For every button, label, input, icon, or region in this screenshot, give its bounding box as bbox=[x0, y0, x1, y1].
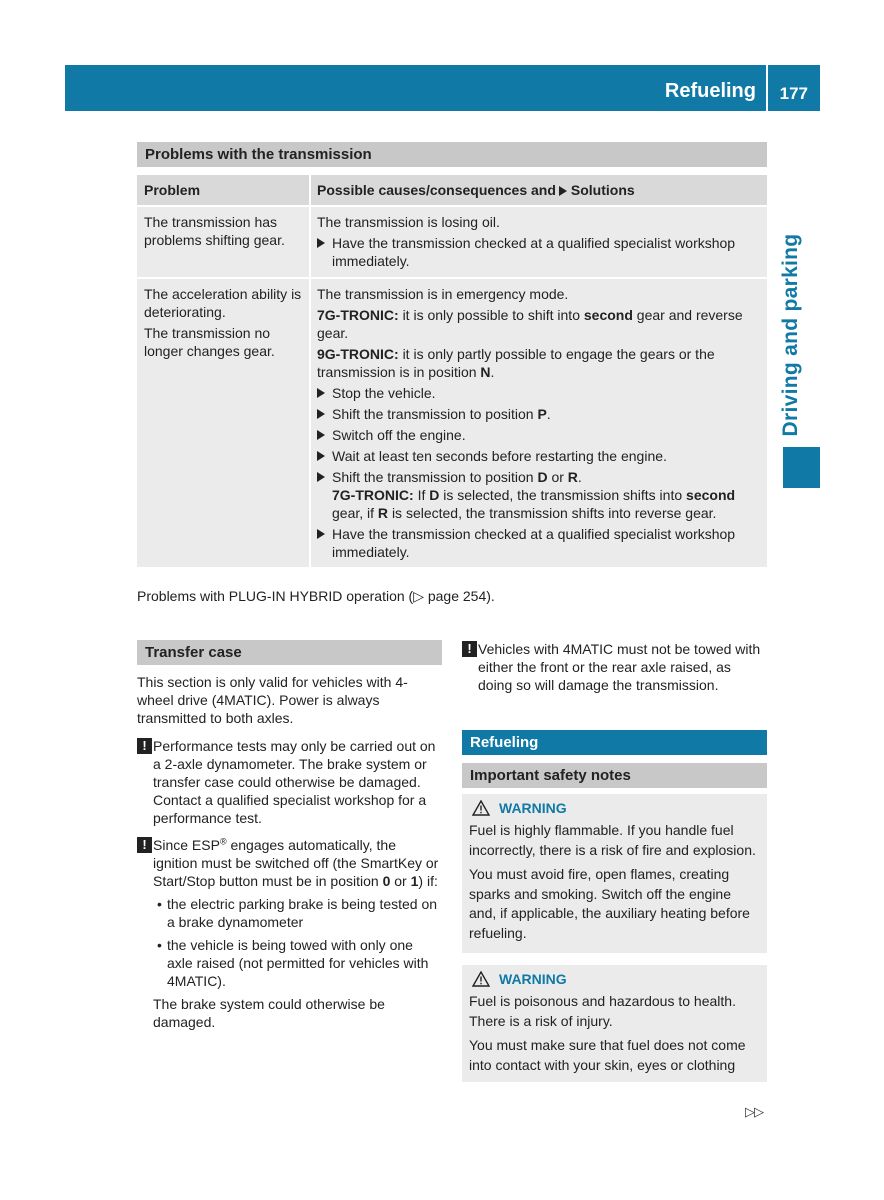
play-arrow-icon bbox=[317, 430, 326, 440]
table-row bbox=[137, 279, 767, 567]
play-arrow-icon bbox=[317, 451, 326, 461]
solution-cell bbox=[309, 207, 767, 277]
solution-cell bbox=[309, 279, 767, 567]
9g-tronic-note: 9G-TRONIC: it is only partly possible to engage the gears or the transmission is in position N. bbox=[317, 346, 715, 380]
play-arrow-icon bbox=[317, 409, 326, 419]
column-header-solutions: Possible causes/consequences and Solutions bbox=[309, 175, 767, 205]
transmission-table bbox=[137, 175, 767, 567]
play-arrow-icon bbox=[317, 238, 326, 248]
warning-title: WARNING bbox=[469, 970, 760, 988]
warning-title: WARNING bbox=[469, 799, 760, 817]
warning-triangle-icon bbox=[472, 971, 490, 987]
step-item: Switch off the engine. bbox=[317, 426, 761, 444]
header-divider bbox=[766, 65, 768, 111]
page-number: 177 bbox=[779, 84, 808, 103]
bullet-dot-icon: • bbox=[157, 896, 162, 912]
step-item: Stop the vehicle. bbox=[317, 384, 761, 402]
transfer-case-heading: Transfer case bbox=[137, 640, 442, 665]
cause-text: The transmission is in emergency mode. bbox=[317, 286, 569, 302]
safety-notes-heading: Important safety notes bbox=[462, 763, 767, 788]
problem-cell: The transmission has problems shifting gear. bbox=[144, 214, 285, 248]
notice-block: ! Performance tests may only be carried out on a 2-axle dynamometer. The brake system or transfer case could otherwise be damaged. Contact a qualified specialist workshop for a performance test. bbox=[137, 737, 442, 827]
chapter-tab-label: Driving and parking bbox=[779, 233, 802, 437]
refueling-column bbox=[462, 640, 767, 1082]
exclamation-icon: ! bbox=[137, 738, 152, 754]
step-item: Wait at least ten seconds before restarting the engine. bbox=[317, 447, 761, 465]
play-arrow-icon bbox=[317, 529, 326, 539]
hybrid-cross-reference: Problems with PLUG-IN HYBRID operation (▷ page 254). bbox=[137, 588, 495, 604]
table-row bbox=[137, 207, 767, 277]
bullet-item: • the vehicle is being towed with only one axle raised (not permitted for vehicles with 4MATIC). bbox=[153, 936, 442, 990]
refueling-heading: Refueling bbox=[462, 730, 767, 755]
warning-triangle-icon bbox=[472, 800, 490, 816]
play-arrow-icon bbox=[559, 186, 568, 196]
7g-tronic-note: 7G-TRONIC: it is only possible to shift into second gear and reverse gear. bbox=[317, 307, 743, 341]
exclamation-icon: ! bbox=[462, 641, 477, 657]
bullet-dot-icon: • bbox=[157, 937, 162, 953]
play-arrow-icon bbox=[317, 388, 326, 398]
bullet-item: • the electric parking brake is being tested on a brake dynamometer bbox=[153, 895, 442, 931]
warning-box: WARNING Fuel is poisonous and hazardous to health. There is a risk of injury. You must make sure that fuel does not come into contact with your skin, eyes or clothing bbox=[462, 965, 767, 1082]
transmission-heading: Problems with the transmission bbox=[137, 142, 767, 167]
step-item: Have the transmission checked at a qualified specialist workshop immediately. bbox=[317, 234, 761, 270]
notice-block: ! Vehicles with 4MATIC must not be towed with either the front or the rear axle raised, as doing so will damage the transmission. bbox=[462, 640, 767, 694]
chapter-tab-marker bbox=[783, 447, 820, 488]
chapter-tab bbox=[776, 230, 806, 440]
page-header bbox=[65, 65, 820, 111]
table-header-row bbox=[137, 175, 767, 205]
problem-cell: The acceleration ability is deteriorating. The transmission no longer changes gear. bbox=[144, 286, 302, 359]
exclamation-icon: ! bbox=[137, 837, 152, 853]
step-item: Have the transmission checked at a qualified specialist workshop immediately. bbox=[317, 525, 761, 561]
warning-box: WARNING Fuel is highly flammable. If you handle fuel incorrectly, there is a risk of fire and explosion. You must avoid fire, open flames, creating sparks and smoking. Switch off the engine and, if applicable, the auxiliary heating before refueling. bbox=[462, 794, 767, 953]
transfer-case-section bbox=[137, 640, 442, 1031]
column-header-problem: Problem bbox=[144, 182, 201, 198]
step-item: Shift the transmission to position P. bbox=[317, 405, 761, 423]
header-title: Refueling bbox=[664, 80, 756, 102]
transfer-case-intro: This section is only valid for vehicles with 4-wheel drive (4MATIC). Power is always transmitted to both axles. bbox=[137, 674, 408, 726]
play-arrow-icon bbox=[317, 472, 326, 482]
step-item: Shift the transmission to position D or R. 7G-TRONIC: If D is selected, the transmission shifts into second gear, if R is selected, the transmission shifts into reverse gear. bbox=[317, 468, 761, 522]
continue-marker: ▷▷ bbox=[745, 1104, 763, 1119]
notice-block: ! Since ESP® engages automatically, the ignition must be switched off (the SmartKey or Start/Stop button must be in position 0 or 1) if: • the electric parking brake is being tested on a brake dynamometer • the vehicle is being towed with only one axle raised (not permitted for vehicles with 4MATIC). The brake system could otherwise be damaged. bbox=[137, 836, 442, 1031]
cause-text: The transmission is losing oil. bbox=[317, 214, 500, 230]
